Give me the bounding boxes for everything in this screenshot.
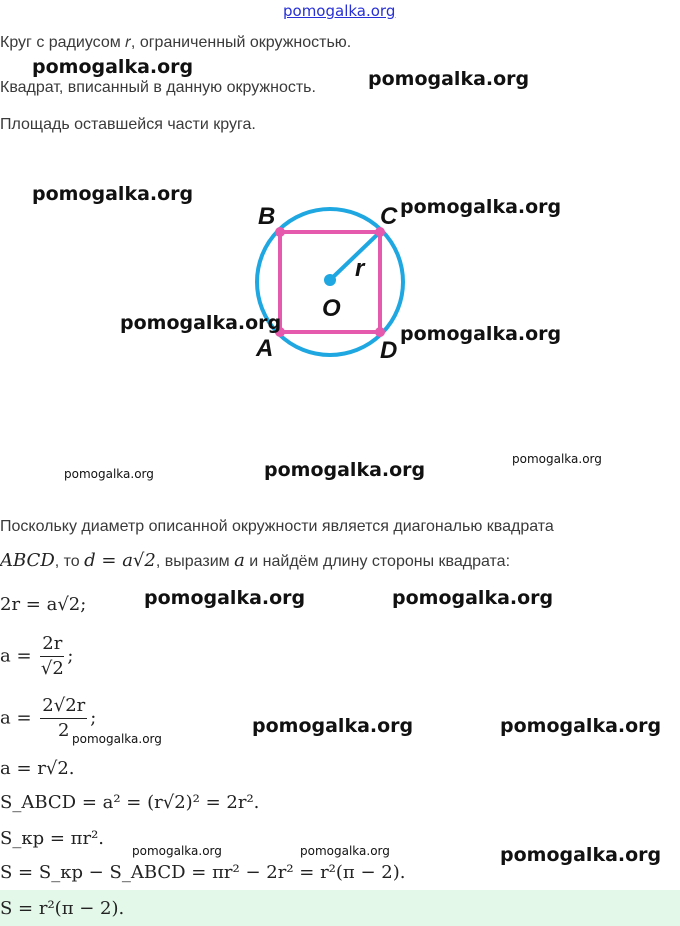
watermark: pomogalka.org bbox=[72, 732, 162, 746]
watermark: pomogalka.org bbox=[500, 715, 662, 737]
label-o: O bbox=[322, 295, 341, 322]
para2-text-1: , то bbox=[54, 553, 85, 570]
eq2-numerator: 2r bbox=[40, 632, 64, 657]
watermark: pomogalka.org bbox=[32, 56, 194, 78]
solution-paragraph-2 bbox=[0, 550, 510, 571]
given-line-1: Круг с радиусом 𝑟, ограниченный окружностью. bbox=[0, 34, 352, 51]
label-a: A bbox=[256, 335, 274, 362]
solution-paragraph-1: Поскольку диаметр описанной окружности является диагональю квадрата bbox=[0, 518, 554, 535]
watermark: pomogalka.org bbox=[144, 587, 306, 609]
eq2-end: ; bbox=[67, 645, 74, 667]
label-d: D bbox=[380, 337, 398, 364]
watermark: pomogalka.org bbox=[300, 844, 390, 858]
given-line-2: Квадрат, вписанный в данную окружность. bbox=[0, 79, 316, 96]
label-r: r bbox=[355, 255, 365, 282]
square-name: ABCD bbox=[0, 550, 55, 571]
answer-equation: S = r²(π − 2). bbox=[0, 898, 125, 919]
eq2-lhs: a = bbox=[0, 645, 32, 667]
diagonal-formula: d = a√2 bbox=[84, 550, 156, 571]
watermark: pomogalka.org bbox=[400, 323, 562, 345]
equation-5: S_ABCD = a² = (r√2)² = 2r². bbox=[0, 792, 260, 813]
eq3-lhs: a = bbox=[0, 707, 32, 729]
eq2-denominator: √2 bbox=[40, 658, 64, 679]
equation-4: a = r√2. bbox=[0, 758, 75, 779]
center-point bbox=[324, 274, 336, 286]
watermark: pomogalka.org bbox=[368, 68, 530, 90]
label-c: C bbox=[380, 203, 398, 230]
watermark: pomogalka.org bbox=[32, 183, 194, 205]
watermark: pomogalka.org bbox=[120, 312, 282, 334]
eq3-denominator: 2 bbox=[58, 720, 70, 741]
equation-2 bbox=[0, 632, 73, 681]
watermark: pomogalka.org bbox=[64, 467, 154, 481]
equation-1: 2r = a√2; bbox=[0, 594, 87, 615]
watermark: pomogalka.org bbox=[500, 844, 662, 866]
vertex-d bbox=[375, 327, 385, 337]
eq2-fraction bbox=[40, 632, 64, 681]
side-var: a bbox=[234, 550, 245, 571]
site-link[interactable]: pomogalka.org bbox=[283, 2, 396, 20]
vertex-b bbox=[275, 227, 285, 237]
equation-6: S_кр = πr². bbox=[0, 828, 105, 849]
label-b: B bbox=[258, 203, 276, 230]
given-line-3: Площадь оставшейся части круга. bbox=[0, 116, 256, 133]
watermark: pomogalka.org bbox=[264, 459, 426, 481]
para2-text-2: , выразим bbox=[155, 553, 235, 570]
watermark: pomogalka.org bbox=[512, 452, 602, 466]
eq3-end: ; bbox=[90, 707, 97, 729]
para2-text-3: и найдём длину стороны квадрата: bbox=[244, 553, 511, 570]
watermark: pomogalka.org bbox=[392, 587, 554, 609]
watermark: pomogalka.org bbox=[400, 196, 562, 218]
watermark: pomogalka.org bbox=[132, 844, 222, 858]
equation-7: S = S_кр − S_ABCD = πr² − 2r² = r²(π − 2). bbox=[0, 862, 406, 883]
watermark: pomogalka.org bbox=[252, 715, 414, 737]
eq3-numerator: 2√2r bbox=[40, 694, 87, 719]
